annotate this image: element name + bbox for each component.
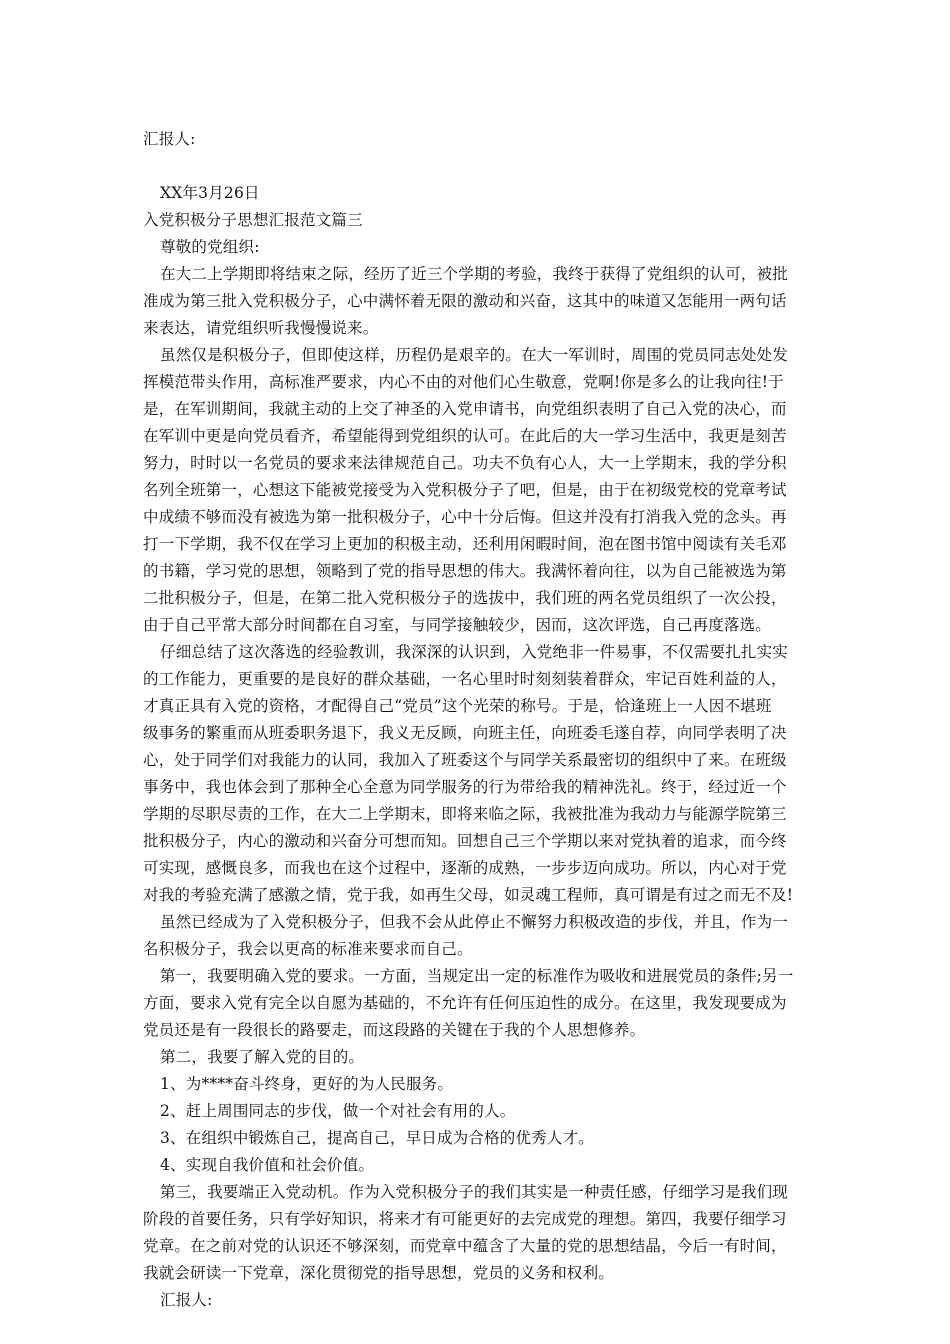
paragraph-line: 中成绩不够而没有被选为第一批积极分子，心中十分后悔。但这并没有打消我入党的念头。再: [143, 508, 787, 526]
paragraph-list: [143, 261, 811, 1287]
paragraph-line: 事务中，我也体会到了那种全心全意为同学服务的行为带给我的精神洗礼。终于，经过近一个: [143, 778, 787, 796]
paragraph-line: 来表达，请党组织听我慢慢说来。: [143, 319, 379, 337]
paragraph-line: 准成为第三批入党积极分子，心中满怀着无限的激动和兴奋，这其中的味道又怎能用一两句话: [143, 292, 787, 310]
document-body: [143, 126, 811, 1314]
paragraph: [143, 1179, 811, 1287]
blank-line: [143, 153, 811, 180]
paragraph-line: 的工作能力，更重要的是良好的群众基础，一名心里时时刻刻装着群众，牢记百姓利益的人，: [143, 670, 787, 688]
reporter-label-bottom: 汇报人:: [160, 1291, 213, 1309]
paragraph-line: 批积极分子，内心的激动和兴奋分可想而知。回想自己三个学期以来对党执着的追求，而今终: [143, 832, 787, 850]
paragraph-line: 在大二上学期即将结束之际，经历了近三个学期的考验，我终于获得了党组织的认可，被批: [160, 265, 789, 283]
paragraph-line: 努力，时时以一名党员的要求来法律规范自己。功夫不负有心人，大一上学期末，我的学分积: [143, 454, 787, 472]
paragraph: [143, 261, 811, 342]
paragraph: [143, 639, 811, 909]
document-title: 入党积极分子思想汇报范文篇三: [143, 211, 363, 229]
paragraph-line: 心，处于同学们对我能力的认同，我加入了班委这个与同学关系最密切的组织中了来。在班级: [143, 751, 787, 769]
paragraph-line: 仔细总结了这次落选的经验教训，我深深的认识到，入党绝非一件易事，不仅需要扎扎实实: [160, 643, 789, 661]
paragraph-line: 阶段的首要任务，只有学好知识，将来才有可能更好的去完成党的理想。第四，我要仔细学习: [143, 1210, 787, 1228]
paragraph: [143, 1071, 811, 1098]
paragraph-line: 党章。在之前对党的认识还不够深刻，而党章中蕴含了大量的党的思想结晶，今后一有时间，: [143, 1237, 787, 1255]
paragraph-line: 可实现，感慨良多，而我也在这个过程中，逐渐的成熟，一步步迈向成功。所以，内心对于党: [143, 859, 787, 877]
paragraph-line: 虽然已经成为了入党积极分子，但我不会从此停止不懈努力积极改造的步伐，并且，作为一: [160, 913, 789, 931]
paragraph-line: 学期的尽职尽责的工作，在大二上学期末，即将来临之际，我被批准为我动力与能源学院第三: [143, 805, 787, 823]
paragraph-line: 二批积极分子，但是，在第二批入党积极分子的选拔中，我们班的两名党员组织了一次公投，: [143, 589, 787, 607]
paragraph-line: 挥模范带头作用，高标准严要求，内心不由的对他们心生敬意，党啊!你是多么的让我向往!于: [143, 373, 784, 391]
paragraph-line: 在军训中更是向党员看齐，希望能得到党组织的认可。在此后的大一学习生活中，我更是刻苦: [143, 427, 787, 445]
paragraph: [143, 1125, 811, 1152]
paragraph-line: 党员还是有一段很长的路要走，而这段路的关键在于我的个人思想修养。: [143, 1021, 646, 1039]
paragraph-line: 的书籍，学习党的思想，领略到了党的指导思想的伟大。我满怀着向往，以为自己能被选为第: [143, 562, 787, 580]
paragraph-line: 第三，我要端正入党动机。作为入党积极分子的我们其实是一种责任感，仔细学习是我们现: [160, 1183, 789, 1201]
paragraph-line: 对我的考验充满了感激之情，党于我，如再生父母，如灵魂工程师，真可谓是有过之而无不及!: [143, 886, 794, 904]
paragraph-line: 3、在组织中锻炼自己，提高自己，早日成为合格的优秀人才。: [160, 1129, 594, 1147]
paragraph-line: 名列全班第一，心想这下能被党接受为入党积极分子了吧，但是，由于在初级党校的党章考试: [143, 481, 787, 499]
paragraph-line: 4、实现自我价值和社会价值。: [160, 1156, 375, 1174]
paragraph-line: 由于自己平常大部分时间都在自习室，与同学接触较少，因而，这次评选，自己再度落选。: [143, 616, 772, 634]
paragraph: [143, 1044, 811, 1071]
paragraph: [143, 1152, 811, 1179]
paragraph-line: 打一下学期，我不仅在学习上更加的积极主动，还利用闲暇时间，泡在图书馆中阅读有关毛邓: [143, 535, 787, 553]
report-date: XX年3月26日: [160, 184, 260, 202]
paragraph-line: 是，在军训期间，我就主动的上交了神圣的入党申请书，向党组织表明了自己入党的决心，而: [143, 400, 787, 418]
paragraph-line: 才真正具有入党的资格，才配得自己“党员”这个光荣的称号。于是，恰逢班上一人因不堪班: [143, 697, 772, 715]
salutation: 尊敬的党组织:: [160, 238, 260, 256]
paragraph-line: 第一，我要明确入党的要求。一方面，当规定出一定的标准作为吸收和进展党员的条件;另一: [160, 967, 794, 985]
paragraph-line: 级事务的繁重而从班委职务退下，我义无反顾，向班主任，向班委毛遂自荐，向同学表明了决: [143, 724, 787, 742]
paragraph-line: 名积极分子，我会以更高的标准来要求而自己。: [143, 940, 473, 958]
paragraph-line: 1、为****奋斗终身，更好的为人民服务。: [160, 1075, 454, 1093]
paragraph-line: 2、赶上周围同志的步伐，做一个对社会有用的人。: [160, 1102, 516, 1120]
paragraph: [143, 342, 811, 639]
paragraph: [143, 1098, 811, 1125]
paragraph: [143, 909, 811, 963]
paragraph-line: 虽然仅是积极分子，但即使这样，历程仍是艰辛的。在大一军训时，周围的党员同志处处发: [160, 346, 789, 364]
paragraph-line: 方面，要求入党有完全以自愿为基础的，不允许有任何压迫性的成分。在这里，我发现要成为: [143, 994, 787, 1012]
paragraph-line: 第二，我要了解入党的目的。: [160, 1048, 365, 1066]
paragraph-line: 我就会研读一下党章，深化贯彻党的指导思想，党员的义务和权利。: [143, 1264, 615, 1282]
paragraph: [143, 963, 811, 1044]
reporter-label-top: 汇报人:: [143, 130, 196, 148]
